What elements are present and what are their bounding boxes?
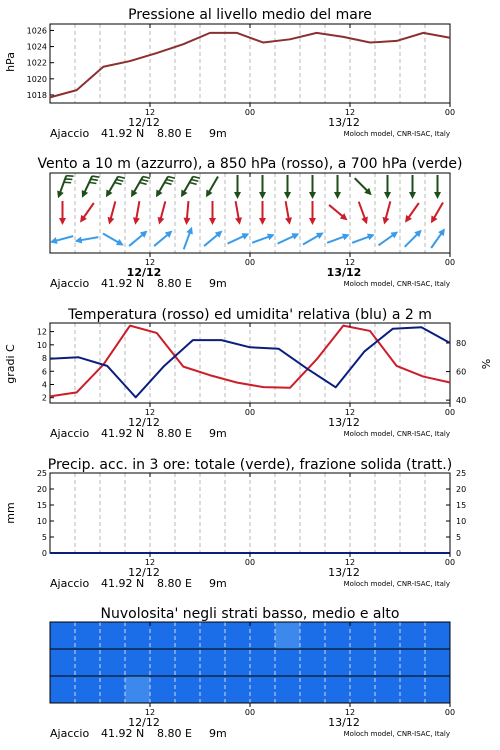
temp-loc-alt: 9m	[209, 427, 227, 440]
wind850-arrow-shaft	[359, 202, 366, 221]
precip-loc-alt: 9m	[209, 577, 227, 590]
hum-y-tick-label: 60	[456, 367, 467, 377]
wind10-arrow	[74, 234, 99, 245]
wind-loc-alt: 9m	[209, 277, 227, 290]
precip-y-tick-label: 25	[36, 469, 47, 478]
wind-xtick-label: 00	[244, 258, 256, 267]
precip-y-right-tick-label: 5	[456, 533, 462, 542]
temp-xdate-label: 13/12	[328, 416, 360, 429]
wind10-arrow	[127, 228, 150, 249]
wind-credit: Moloch model, CNR-ISAC, Italy	[343, 280, 450, 288]
wind850-arrow	[282, 201, 293, 226]
wind850-arrow-head	[381, 217, 390, 226]
temp-loc-lon: 8.80 E	[157, 427, 192, 440]
wind10-arrow	[326, 231, 351, 246]
wind700-arrow-head	[309, 192, 316, 199]
wind10-arrow-shaft	[327, 236, 346, 243]
wind10-arrow	[251, 231, 276, 246]
temp-title: Temperatura (rosso) ed umidita' relativa (blu) a 2 m	[68, 307, 432, 323]
wind850-arrow-shaft	[160, 201, 165, 220]
wind10-arrow-shaft	[278, 235, 296, 243]
temp-frame	[50, 323, 450, 403]
wind10-arrow-head	[186, 226, 195, 235]
pressure-loc-alt: 9m	[209, 127, 227, 140]
wind10-arrow-head	[116, 239, 126, 249]
wind700-arrow-head	[128, 189, 138, 199]
wind10-arrow-shaft	[303, 235, 320, 245]
cloud-loc-alt: 9m	[209, 727, 227, 740]
precip-xtick-label: 12	[144, 558, 156, 567]
cloud-title: Nuvolosita' negli strati basso, medio e alto	[100, 606, 400, 622]
wind700-arrow	[153, 173, 175, 201]
pressure-y-tick-label: 1024	[26, 42, 47, 52]
cloud-xtick-label: 12	[144, 708, 156, 717]
wind850-arrow-shaft	[385, 201, 390, 220]
temp-y-tick-label: 2	[41, 393, 47, 403]
pressure-y-tick-label: 1020	[26, 74, 47, 84]
temp-ylabel-right: %	[480, 358, 493, 370]
wind850-arrow	[381, 200, 394, 225]
cloud-loc-place: Ajaccio	[50, 727, 90, 740]
wind700-arrow-head	[103, 189, 113, 199]
wind700-arrow-barb	[66, 174, 73, 178]
cloud-xdate-label: 12/12	[128, 716, 160, 729]
temp-credit: Moloch model, CNR-ISAC, Italy	[343, 430, 450, 438]
wind700-arrow-head	[409, 192, 416, 199]
wind850-arrow	[327, 202, 350, 223]
wind10-arrow	[402, 227, 424, 249]
wind10-arrow-head	[241, 230, 250, 239]
wind850-arrow-head	[361, 216, 370, 225]
cloud-loc-lat: 41.92 N	[101, 727, 145, 740]
temp-y-tick-label: 8	[41, 354, 47, 364]
cloud-cell-light	[275, 622, 300, 649]
temp-xdate-label: 12/12	[128, 416, 160, 429]
pressure-ylabel: hPa	[4, 52, 17, 72]
wind10-arrow-shaft	[352, 236, 371, 243]
pressure-y-tick-label: 1018	[26, 90, 47, 100]
wind850-arrow	[259, 201, 266, 225]
wind700-arrow	[234, 175, 241, 199]
precip-y-tick-label: 15	[36, 501, 47, 510]
precip-y-right-tick-label: 0	[456, 549, 462, 558]
wind700-arrow	[384, 175, 391, 199]
wind700-arrow-barb	[118, 175, 125, 180]
precip-y-tick-label: 0	[41, 549, 47, 558]
precip-xdate-label: 12/12	[128, 566, 160, 579]
wind700-arrow	[178, 173, 200, 201]
pressure-loc-lat: 41.92 N	[101, 127, 145, 140]
hum-y-tick-label: 80	[456, 339, 467, 348]
pressure-xdate-label: 12/12	[128, 116, 160, 129]
precip-loc-lat: 41.92 N	[101, 577, 145, 590]
wind850-arrow	[106, 200, 119, 225]
wind850-arrow	[232, 201, 243, 226]
wind700-arrow-barb	[143, 175, 150, 180]
wind850-arrow-head	[106, 217, 115, 226]
wind700-arrow	[334, 175, 341, 199]
cloud-credit: Moloch model, CNR-ISAC, Italy	[343, 730, 450, 738]
wind850-arrow	[156, 200, 169, 225]
precip-loc-lon: 8.80 E	[157, 577, 192, 590]
wind700-arrow-head	[334, 192, 341, 199]
wind850-arrow	[183, 201, 192, 226]
pressure-credit: Moloch model, CNR-ISAC, Italy	[343, 130, 450, 138]
wind700-arrow	[79, 173, 100, 201]
temp-loc-place: Ajaccio	[50, 427, 90, 440]
temp-y-tick-label: 12	[36, 327, 47, 337]
cloud-xtick-label: 00	[244, 708, 256, 717]
cloud-xtick-label: 00	[444, 708, 456, 717]
precip-credit: Moloch model, CNR-ISAC, Italy	[343, 580, 450, 588]
wind850-arrow	[132, 201, 143, 226]
wind850-arrow-shaft	[110, 201, 115, 220]
wind850-arrow	[428, 201, 446, 225]
pressure-xdate-label: 13/12	[328, 116, 360, 129]
wind700-arrow	[103, 173, 125, 201]
wind850-arrow	[402, 201, 421, 225]
wind700-arrow-barb	[193, 175, 200, 180]
precip-frame	[50, 473, 450, 553]
wind10-arrow	[202, 228, 225, 249]
wind-xtick-label: 12	[344, 258, 356, 267]
wind850-arrow-shaft	[286, 201, 289, 221]
wind700-arrow-head	[234, 192, 241, 199]
precip-xtick-label: 00	[244, 558, 256, 567]
precip-xdate-label: 13/12	[328, 566, 360, 579]
wind700-arrow	[128, 173, 150, 201]
wind-xtick-label: 12	[144, 258, 156, 267]
pressure-xtick-label: 12	[144, 108, 156, 117]
cloud-cell-light	[125, 676, 150, 703]
wind850-arrow-head	[259, 218, 266, 225]
wind-frame	[50, 173, 450, 253]
cloud-xtick-label: 12	[344, 708, 356, 717]
wind700-arrow-shaft	[208, 176, 218, 193]
temp-xtick-label: 12	[144, 408, 156, 417]
wind10-arrow-shaft	[79, 237, 99, 240]
cloud-background	[50, 622, 450, 703]
wind700-arrow-barb	[92, 174, 99, 179]
wind700-arrow	[434, 175, 441, 199]
wind700-arrow	[309, 175, 316, 199]
wind10-arrow	[226, 230, 251, 246]
wind850-arrow-head	[309, 218, 316, 225]
wind10-arrow	[49, 233, 74, 246]
pressure-loc-place: Ajaccio	[50, 127, 90, 140]
wind700-arrow-head	[284, 192, 291, 199]
wind700-arrow-head	[203, 189, 213, 199]
wind850-arrow	[309, 201, 316, 225]
wind700-arrow	[352, 176, 374, 198]
wind10-arrow-shaft	[103, 234, 120, 244]
wind700-arrow-barb	[168, 175, 175, 180]
wind700-arrow	[55, 173, 74, 201]
wind850-arrow	[209, 201, 216, 225]
pressure-title: Pressione al livello medio del mare	[128, 7, 372, 23]
pressure-xtick-label: 00	[444, 108, 456, 117]
wind850-arrow-head	[59, 218, 66, 225]
wind10-arrow-shaft	[252, 236, 271, 243]
wind850-arrow-head	[183, 218, 191, 226]
wind10-arrow	[180, 226, 195, 251]
temp-ylabel: gradi C	[4, 344, 17, 384]
wind-xdate-label: 13/12	[326, 266, 362, 279]
precip-loc-place: Ajaccio	[50, 577, 90, 590]
wind10-arrow	[152, 228, 175, 249]
precip-xtick-label: 12	[344, 558, 356, 567]
pressure-xtick-label: 00	[244, 108, 256, 117]
precip-y-right-tick-label: 15	[456, 501, 467, 510]
precip-title: Precip. acc. in 3 ore: totale (verde), frazione solida (tratt.)	[47, 457, 453, 473]
wind850-arrow	[355, 200, 370, 225]
precip-y-tick-label: 5	[41, 533, 47, 542]
wind700-arrow	[203, 175, 221, 199]
wind-loc-lon: 8.80 E	[157, 277, 192, 290]
precip-y-right-tick-label: 25	[456, 469, 467, 478]
precip-y-right-tick-label: 20	[456, 485, 467, 494]
wind10-arrow	[276, 230, 301, 246]
pressure-y-tick-label: 1022	[26, 58, 47, 68]
wind-loc-lat: 41.92 N	[101, 277, 145, 290]
wind850-arrow-shaft	[433, 202, 443, 219]
pressure-frame	[50, 24, 450, 103]
pressure-loc-lon: 8.80 E	[157, 127, 192, 140]
wind10-arrow	[428, 226, 447, 250]
wind700-arrow	[284, 175, 291, 199]
wind-xdate-label: 12/12	[126, 266, 162, 279]
pressure-y-tick-label: 1026	[26, 26, 47, 36]
precip-ylabel: mm	[4, 502, 17, 524]
temp-loc-lat: 41.92 N	[101, 427, 145, 440]
precip-y-tick-label: 10	[36, 517, 47, 526]
wind700-arrow-head	[153, 189, 163, 199]
wind850-arrow-head	[428, 215, 438, 225]
wind700-arrow-head	[55, 190, 64, 199]
precip-y-tick-label: 20	[36, 485, 47, 494]
wind700-arrow-head	[434, 192, 441, 199]
precip-y-right-tick-label: 10	[456, 517, 467, 526]
wind850-arrow-head	[132, 217, 140, 225]
temp-y-tick-label: 6	[41, 367, 47, 377]
wind850-arrow-head	[156, 217, 165, 226]
temp-y-tick-label: 10	[36, 340, 47, 350]
temp-xtick-label: 00	[444, 408, 456, 417]
wind850-arrow-shaft	[136, 201, 139, 221]
wind700-arrow-head	[384, 192, 391, 199]
cloud-loc-lon: 8.80 E	[157, 727, 192, 740]
wind-loc-place: Ajaccio	[50, 277, 90, 290]
hum-y-tick-label: 40	[456, 396, 467, 406]
wind700-arrow-head	[79, 190, 88, 199]
wind10-arrow	[376, 229, 400, 248]
wind10-arrow-head	[316, 229, 326, 239]
temp-y-tick-label: 4	[41, 380, 47, 390]
wind850-arrow	[59, 201, 66, 225]
wind700-arrow-head	[259, 192, 266, 199]
wind10-arrow-shaft	[184, 231, 191, 250]
wind700-arrow-head	[178, 189, 188, 199]
wind700-arrow	[409, 175, 416, 199]
wind10-arrow	[101, 230, 125, 248]
wind700-arrow	[259, 175, 266, 199]
wind850-arrow-head	[209, 218, 216, 225]
temp-xtick-label: 00	[244, 408, 256, 417]
wind-title: Vento a 10 m (azzurro), a 850 hPa (rosso), a 700 hPa (verde)	[37, 156, 463, 172]
cloud-xdate-label: 13/12	[328, 716, 360, 729]
wind10-arrow	[351, 231, 376, 246]
pressure-xtick-label: 12	[344, 108, 356, 117]
wind-xtick-label: 00	[444, 258, 456, 267]
wind10-arrow-head	[291, 230, 300, 239]
wind850-arrow-head	[285, 217, 293, 225]
wind850-arrow-head	[235, 217, 243, 225]
wind850-arrow-shaft	[236, 201, 239, 221]
wind10-arrow	[301, 229, 325, 247]
temp-xtick-label: 12	[344, 408, 356, 417]
wind850-arrow	[77, 201, 96, 225]
precip-xtick-label: 00	[444, 558, 456, 567]
